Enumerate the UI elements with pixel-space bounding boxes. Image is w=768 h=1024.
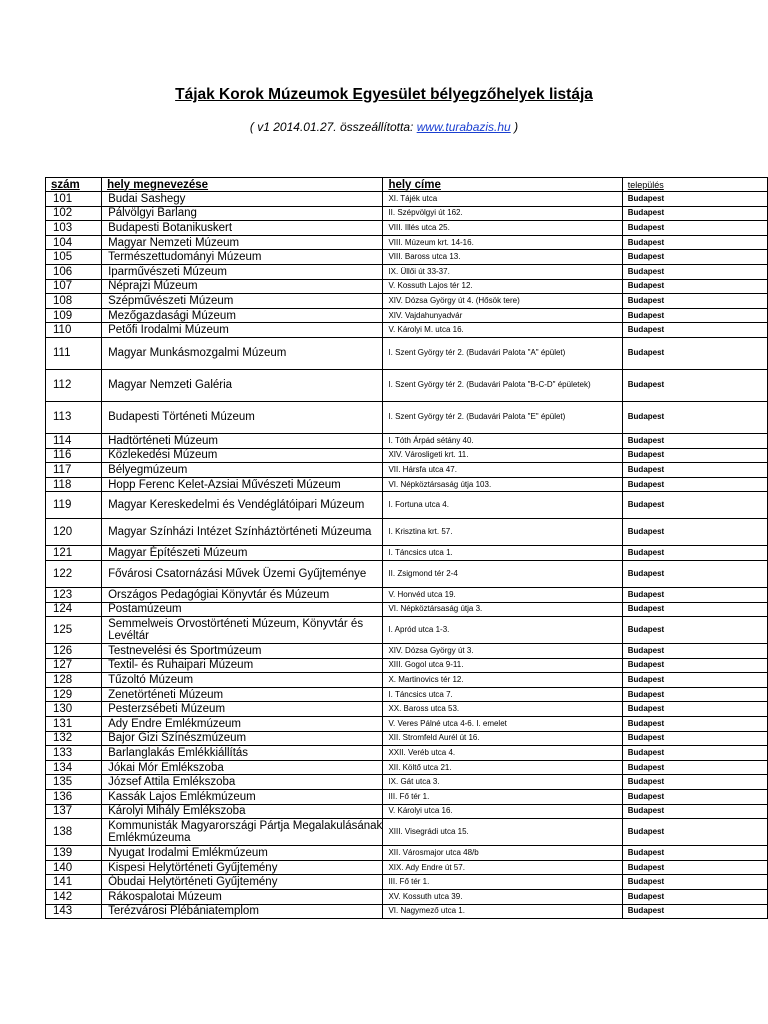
place-name: Tűzoltó Múzeum [102,673,383,688]
town: Budapest [622,369,767,401]
place-name: Jókai Mór Emlékszoba [102,760,383,775]
website-link[interactable]: www.turabazis.hu [416,120,511,134]
table-row [46,308,768,323]
table-row [46,192,768,207]
address: XII. Stromfeld Aurél út 16. [383,731,622,746]
place-name: Postamúzeum [102,602,383,617]
table-row [46,644,768,659]
town: Budapest [622,644,767,659]
row-number: 143 [46,904,102,919]
town: Budapest [622,433,767,448]
town: Budapest [622,221,767,236]
row-number: 138 [46,819,102,846]
address: XX. Baross utca 53. [383,702,622,717]
town: Budapest [622,492,767,519]
row-number: 126 [46,644,102,659]
table-row [46,658,768,673]
row-number: 140 [46,860,102,875]
address: V. Honvéd utca 19. [383,587,622,602]
place-name: Fővárosi Csatornázási Művek Üzemi Gyűjteménye [102,560,383,587]
address: XIV. Városligeti krt. 11. [383,448,622,463]
address: XIV. Dózsa György út 3. [383,644,622,659]
town: Budapest [622,717,767,732]
row-number: 105 [46,250,102,265]
address: I. Tóth Árpád sétány 40. [383,433,622,448]
row-number: 135 [46,775,102,790]
table-header-row [46,178,768,192]
address: III. Fő tér 1. [383,875,622,890]
address: I. Fortuna utca 4. [383,492,622,519]
address: XI. Tájék utca [383,192,622,207]
place-name: Néprajzi Múzeum [102,279,383,294]
town: Budapest [622,587,767,602]
table-row [46,492,768,519]
place-name: Magyar Nemzeti Múzeum [102,235,383,250]
place-name: Semmelweis Orvostörténeti Múzeum, Könyvtár és Levéltár [102,617,383,644]
row-number: 107 [46,279,102,294]
table-row [46,448,768,463]
address: XII. Költő utca 21. [383,760,622,775]
row-number: 111 [46,337,102,369]
place-name: Bélyegmúzeum [102,463,383,478]
place-name: Óbudai Helytörténeti Gyűjtemény [102,875,383,890]
table-row [46,294,768,309]
table-row [46,790,768,805]
table-row [46,760,768,775]
header-number: szám [46,178,102,192]
address: V. Károlyi M. utca 16. [383,323,622,338]
table-row [46,717,768,732]
address: XIV. Vajdahunyadvár [383,308,622,323]
stamp-locations-table [45,177,768,919]
place-name: Pálvölgyi Barlang [102,206,383,221]
row-number: 142 [46,890,102,905]
town: Budapest [622,463,767,478]
address: I. Táncsics utca 1. [383,546,622,561]
address: III. Fő tér 1. [383,790,622,805]
town: Budapest [622,687,767,702]
place-name: Terézvárosi Plébániatemplom [102,904,383,919]
town: Budapest [622,519,767,546]
address: V. Kossuth Lajos tér 12. [383,279,622,294]
row-number: 119 [46,492,102,519]
row-number: 124 [46,602,102,617]
place-name: Zenetörténeti Múzeum [102,687,383,702]
address: II. Szépvölgyi út 162. [383,206,622,221]
address: IX. Gát utca 3. [383,775,622,790]
town: Budapest [622,401,767,433]
table-row [46,617,768,644]
town: Budapest [622,546,767,561]
town: Budapest [622,890,767,905]
place-name: Testnevelési és Sportmúzeum [102,644,383,659]
town: Budapest [622,746,767,761]
town: Budapest [622,775,767,790]
town: Budapest [622,731,767,746]
address: I. Szent György tér 2. (Budavári Palota "A" épület) [383,337,622,369]
row-number: 109 [46,308,102,323]
table-row [46,804,768,819]
subtitle [0,120,768,134]
table-row [46,337,768,369]
table-row [46,673,768,688]
header-place-name: hely megnevezése [102,178,383,192]
address: XXII. Veréb utca 4. [383,746,622,761]
table-row [46,519,768,546]
subtitle-prefix: ( v1 2014.01.27. összeállította: [249,120,417,134]
row-number: 134 [46,760,102,775]
header-town: település [622,178,767,192]
address: XII. Városmajor utca 48/b [383,846,622,861]
place-name: Magyar Kereskedelmi és Vendéglátóipari Múzeum [102,492,383,519]
place-name: Budai Sashegy [102,192,383,207]
place-name: Budapesti Botanikuskert [102,221,383,236]
table-row [46,250,768,265]
town: Budapest [622,206,767,221]
town: Budapest [622,308,767,323]
address: X. Martinovics tér 12. [383,673,622,688]
table-row [46,560,768,587]
address: V. Veres Pálné utca 4-6. I. emelet [383,717,622,732]
table-row [46,279,768,294]
place-name: Hopp Ferenc Kelet-Azsiai Művészeti Múzeum [102,477,383,492]
table-row [46,206,768,221]
row-number: 108 [46,294,102,309]
place-name: Károlyi Mihály Emlékszoba [102,804,383,819]
table-row [46,323,768,338]
town: Budapest [622,804,767,819]
address: XIII. Visegrádi utca 15. [383,819,622,846]
row-number: 117 [46,463,102,478]
place-name: Iparművészeti Múzeum [102,264,383,279]
place-name: Bajor Gizi Színészmúzeum [102,731,383,746]
row-number: 113 [46,401,102,433]
address: VIII. Baross utca 13. [383,250,622,265]
table-body [46,192,768,919]
row-number: 136 [46,790,102,805]
town: Budapest [622,264,767,279]
town: Budapest [622,250,767,265]
row-number: 129 [46,687,102,702]
row-number: 116 [46,448,102,463]
row-number: 102 [46,206,102,221]
address: I. Apród utca 1-3. [383,617,622,644]
row-number: 110 [46,323,102,338]
table-row [46,463,768,478]
row-number: 118 [46,477,102,492]
table-row [46,401,768,433]
table-row [46,687,768,702]
header-address: hely címe [383,178,622,192]
row-number: 132 [46,731,102,746]
town: Budapest [622,790,767,805]
table-row [46,602,768,617]
town: Budapest [622,760,767,775]
address: IX. Üllői út 33-37. [383,264,622,279]
row-number: 125 [46,617,102,644]
town: Budapest [622,560,767,587]
table-row [46,433,768,448]
place-name: Mezőgazdasági Múzeum [102,308,383,323]
place-name: Magyar Építészeti Múzeum [102,546,383,561]
row-number: 104 [46,235,102,250]
page-title: Tájak Korok Múzeumok Egyesület bélyegzőhelyek listája [175,86,593,103]
town: Budapest [622,294,767,309]
table-row [46,702,768,717]
place-name: Petőfi Irodalmi Múzeum [102,323,383,338]
place-name: Barlanglakás Emlékkiállítás [102,746,383,761]
row-number: 131 [46,717,102,732]
table-row [46,369,768,401]
row-number: 128 [46,673,102,688]
row-number: 127 [46,658,102,673]
table-row [46,235,768,250]
row-number: 137 [46,804,102,819]
place-name: Textil- és Ruhaipari Múzeum [102,658,383,673]
row-number: 114 [46,433,102,448]
table-row [46,587,768,602]
table-row [46,731,768,746]
place-name: Rákospalotai Múzeum [102,890,383,905]
address: VIII. Múzeum krt. 14-16. [383,235,622,250]
place-name: Kassák Lajos Emlékmúzeum [102,790,383,805]
table-row [46,546,768,561]
town: Budapest [622,602,767,617]
town: Budapest [622,279,767,294]
table-row [46,875,768,890]
town: Budapest [622,819,767,846]
address: VI. Népköztársaság útja 103. [383,477,622,492]
town: Budapest [622,192,767,207]
town: Budapest [622,658,767,673]
place-name: Budapesti Történeti Múzeum [102,401,383,433]
table-row [46,746,768,761]
row-number: 130 [46,702,102,717]
address: I. Krisztina krt. 57. [383,519,622,546]
place-name: Pesterzsébeti Múzeum [102,702,383,717]
address: II. Zsigmond tér 2-4 [383,560,622,587]
town: Budapest [622,860,767,875]
address: I. Táncsics utca 7. [383,687,622,702]
town: Budapest [622,235,767,250]
place-name: Nyugat Irodalmi Emlékmúzeum [102,846,383,861]
town: Budapest [622,673,767,688]
address: XV. Kossuth utca 39. [383,890,622,905]
row-number: 139 [46,846,102,861]
town: Budapest [622,904,767,919]
place-name: Kommunisták Magyarországi Pártja Megalakulásának Emlékmúzeuma [102,819,383,846]
address: VIII. Illés utca 25. [383,221,622,236]
row-number: 122 [46,560,102,587]
place-name: Kispesi Helytörténeti Gyűjtemény [102,860,383,875]
town: Budapest [622,337,767,369]
place-name: Ady Endre Emlékmúzeum [102,717,383,732]
table-row [46,221,768,236]
place-name: Magyar Munkásmozgalmi Múzeum [102,337,383,369]
place-name: Országos Pedagógiai Könyvtár és Múzeum [102,587,383,602]
row-number: 121 [46,546,102,561]
row-number: 103 [46,221,102,236]
row-number: 101 [46,192,102,207]
place-name: Magyar Nemzeti Galéria [102,369,383,401]
table-row [46,846,768,861]
row-number: 112 [46,369,102,401]
table-row [46,904,768,919]
address: VI. Népköztársaság útja 3. [383,602,622,617]
address: I. Szent György tér 2. (Budavári Palota "E" épület) [383,401,622,433]
table-row [46,477,768,492]
table-row [46,775,768,790]
place-name: Magyar Színházi Intézet Színháztörténeti Múzeuma [102,519,383,546]
row-number: 106 [46,264,102,279]
place-name: Közlekedési Múzeum [102,448,383,463]
row-number: 123 [46,587,102,602]
row-number: 133 [46,746,102,761]
town: Budapest [622,477,767,492]
table-row [46,860,768,875]
table-row [46,890,768,905]
town: Budapest [622,702,767,717]
town: Budapest [622,875,767,890]
address: XIII. Gogol utca 9-11. [383,658,622,673]
place-name: József Attila Emlékszoba [102,775,383,790]
row-number: 120 [46,519,102,546]
address: V. Károlyi utca 16. [383,804,622,819]
row-number: 141 [46,875,102,890]
town: Budapest [622,846,767,861]
town: Budapest [622,323,767,338]
address: XIX. Ady Endre út 57. [383,860,622,875]
table-row [46,264,768,279]
place-name: Szépművészeti Múzeum [102,294,383,309]
town: Budapest [622,617,767,644]
address: I. Szent György tér 2. (Budavári Palota "B-C-D" épületek) [383,369,622,401]
town: Budapest [622,448,767,463]
address: XIV. Dózsa György út 4. (Hősök tere) [383,294,622,309]
address: VII. Hársfa utca 47. [383,463,622,478]
table-row [46,819,768,846]
address: VI. Nagymező utca 1. [383,904,622,919]
place-name: Hadtörténeti Múzeum [102,433,383,448]
subtitle-suffix: ) [510,120,519,134]
place-name: Természettudományi Múzeum [102,250,383,265]
